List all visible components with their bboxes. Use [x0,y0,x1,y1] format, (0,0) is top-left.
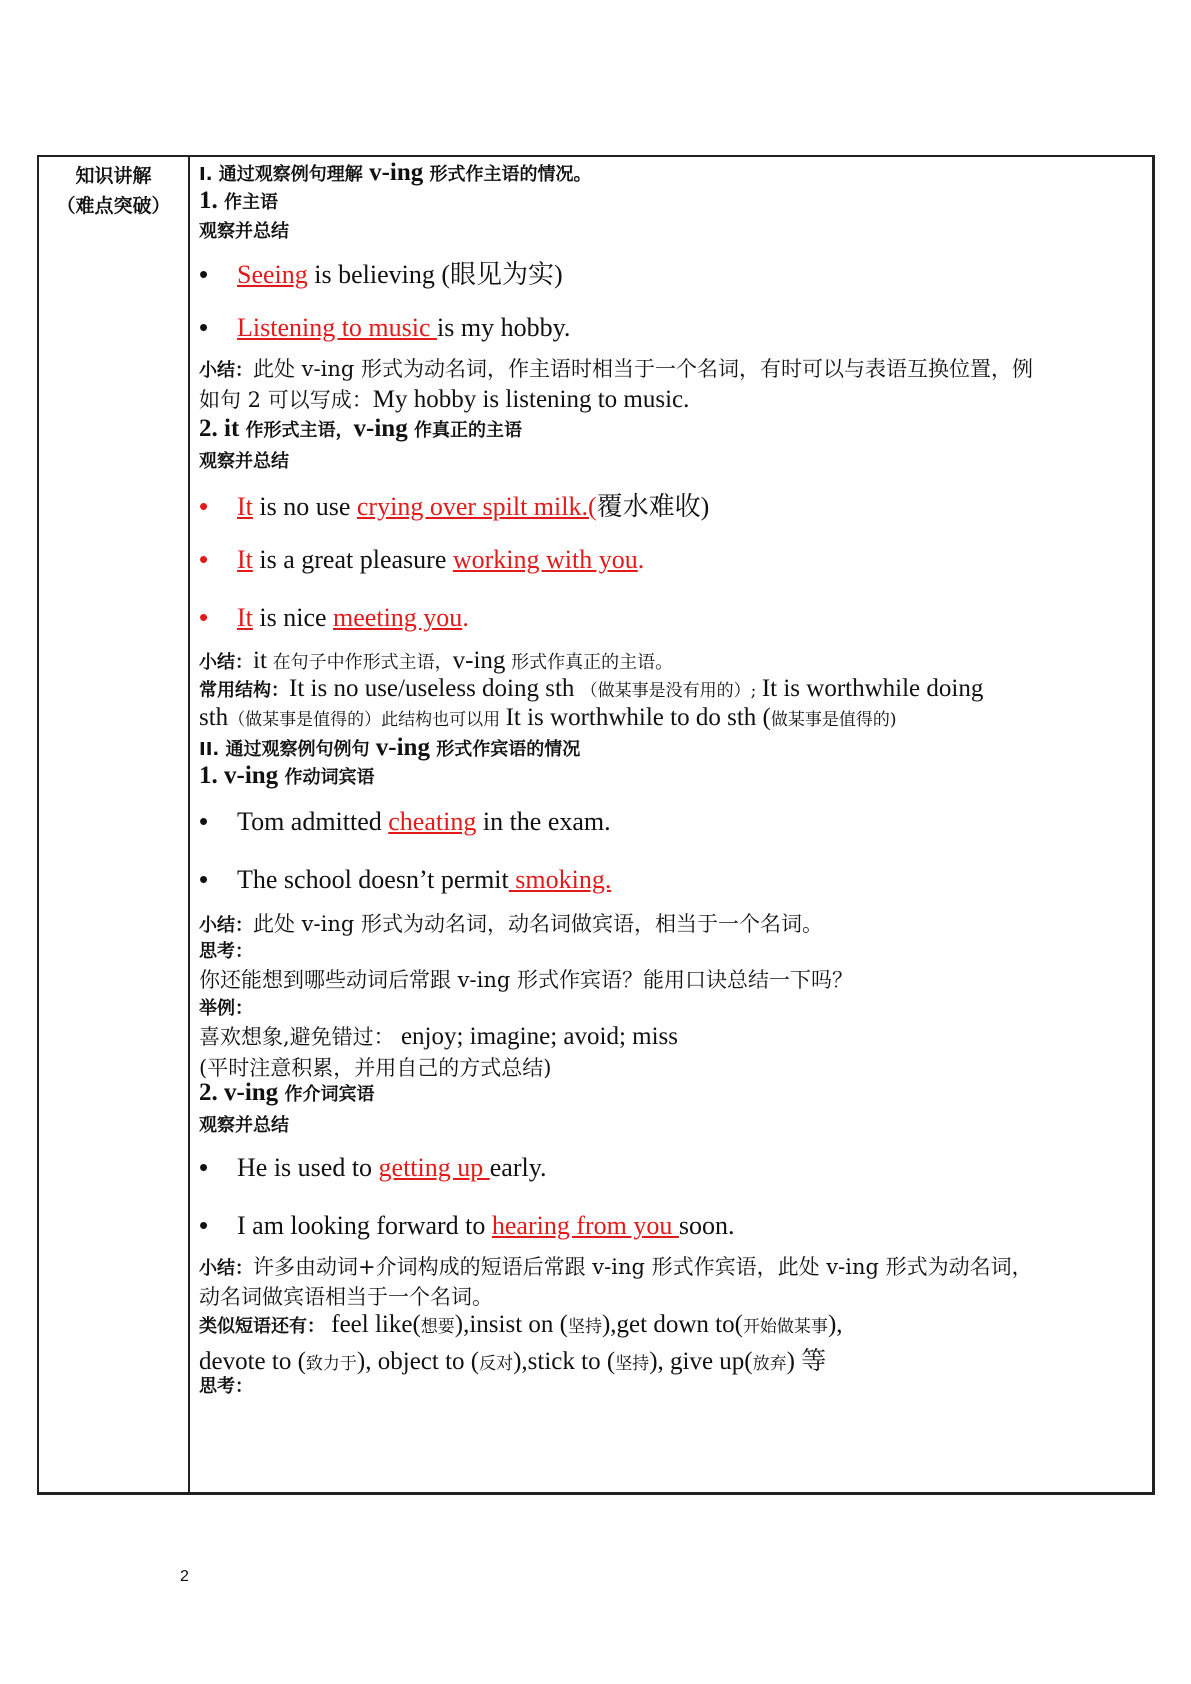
phrase-fragment: ), give up( [649,1348,753,1375]
example-sentence: • Tom admitted cheating in the exam. [199,806,611,836]
similar-phrases [325,1311,843,1338]
observe-label: 观察并总结 [199,451,289,472]
summary-paragraph: 小结：许多由动词+介词构成的短语后常跟 v-ing 形式作宾语，此处 v-ing 形式为动名词， 动名词做宾语相当于一个名词。 [199,1255,1033,1309]
summary-paragraph: 小结：此处 v-ing 形式为动名词，作主语时相当于一个名词，有时可以与表语互换位置，例 如句 2 可以写成：My hobby is listening to music. [199,357,1033,413]
structure-line: 常用结构：It is no use/useless doing sth （做某事是没有用的）; It is worthwhile doing [199,675,984,702]
phrase-fragment: ),get down to( [601,1311,743,1338]
page-number: 2 [180,1568,189,1585]
think-label: 思考： [199,1376,253,1397]
summary-line: 小结：此处 v-ing 形式为动名词，动名词做宾语，相当于一个名词。 [199,912,823,936]
left-label-cell [39,161,188,221]
phrase-fragment: feel like( [325,1311,421,1338]
phrase-fragment: 坚持 [615,1354,650,1374]
think-label: 思考： [199,941,253,962]
bullet-icon: • [199,1152,209,1182]
phrase-fragment: ) 等 [786,1348,827,1375]
bullet-icon: • [199,602,209,632]
phrase-fragment: 反对 [479,1354,514,1374]
subheading-4: 2. v-ing 作介词宾语 [199,1079,375,1106]
subheading-1: 1. 作主语 [199,187,279,214]
bullet-icon: • [199,259,209,289]
example-sentence: • I am looking forward to hearing from you soon. [199,1210,735,1240]
similar-phrases-line: 类似短语还有： feel like(想要),insist on (坚持),get down to(开始做某事), [199,1311,843,1338]
example-sentence: • It is nice meeting you. [199,602,469,632]
structure-line-2: sth（做某事是值得的）此结构也可以用 It is worthwhile to do sth (做某事是值得的) [199,704,897,731]
phrase-fragment: devote to ( [199,1348,306,1375]
bullet-icon: • [199,312,209,342]
phrase-fragment: ), object to ( [356,1348,480,1375]
bullet-icon: • [199,864,209,894]
lesson-table [37,155,1155,1495]
column-divider [188,157,190,1492]
observe-label: 观察并总结 [199,1115,289,1136]
subheading-3: 1. v-ing 作动词宾语 [199,762,375,789]
example-mnemonic: 喜欢想象,避免错过： enjoy; imagine; avoid; miss [199,1023,678,1050]
observe-label: 观察并总结 [199,221,289,242]
section-1-title: I. 通过观察例句理解 v-ing 形式作主语的情况。 [199,159,592,186]
phrase-fragment: 想要 [420,1317,455,1337]
bullet-icon: • [199,806,209,836]
similar-phrases-line-2 [199,1341,826,1377]
summary-line: 小结：it 在句子中作形式主语，v-ing 形式作真正的主语。 [199,647,674,674]
phrase-fragment: ),insist on ( [454,1311,568,1338]
section-2-title: II. 通过观察例句例句 v-ing 形式作宾语的情况 [199,734,581,761]
subheading-2: 2. it 作形式主语，v-ing 作真正的主语 [199,415,522,442]
phrase-fragment: 致力于 [305,1354,357,1374]
example-sentence: • Seeing is believing (眼见为实) [199,259,563,289]
example-sentence: • The school doesn’t permit smoking. [199,864,612,894]
note-line: (平时注意积累，并用自己的方式总结) [199,1056,552,1080]
think-question: 你还能想到哪些动词后常跟 v-ing 形式作宾语？能用口诀总结一下吗？ [199,968,853,992]
bullet-icon: • [199,491,209,521]
bullet-icon: • [199,544,209,574]
phrase-fragment: ),stick to ( [513,1348,616,1375]
phrase-fragment: 放弃 [752,1354,787,1374]
example-sentence: • Listening to music is my hobby. [199,312,571,342]
phrase-fragment: ), [827,1311,843,1338]
example-sentence: • It is no use crying over spilt milk.(覆水难收) [199,491,710,521]
phrase-fragment: 坚持 [567,1317,602,1337]
section-label: 知识讲解 [75,165,152,187]
similar-phrases [199,1348,827,1375]
bullet-icon: • [199,1210,209,1240]
example-label: 举例： [199,998,253,1019]
phrase-fragment: 开始做某事 [742,1317,828,1337]
example-sentence: • He is used to getting up early. [199,1152,547,1182]
section-sublabel: （难点突破） [56,195,171,217]
example-sentence: • It is a great pleasure working with you. [199,544,645,574]
